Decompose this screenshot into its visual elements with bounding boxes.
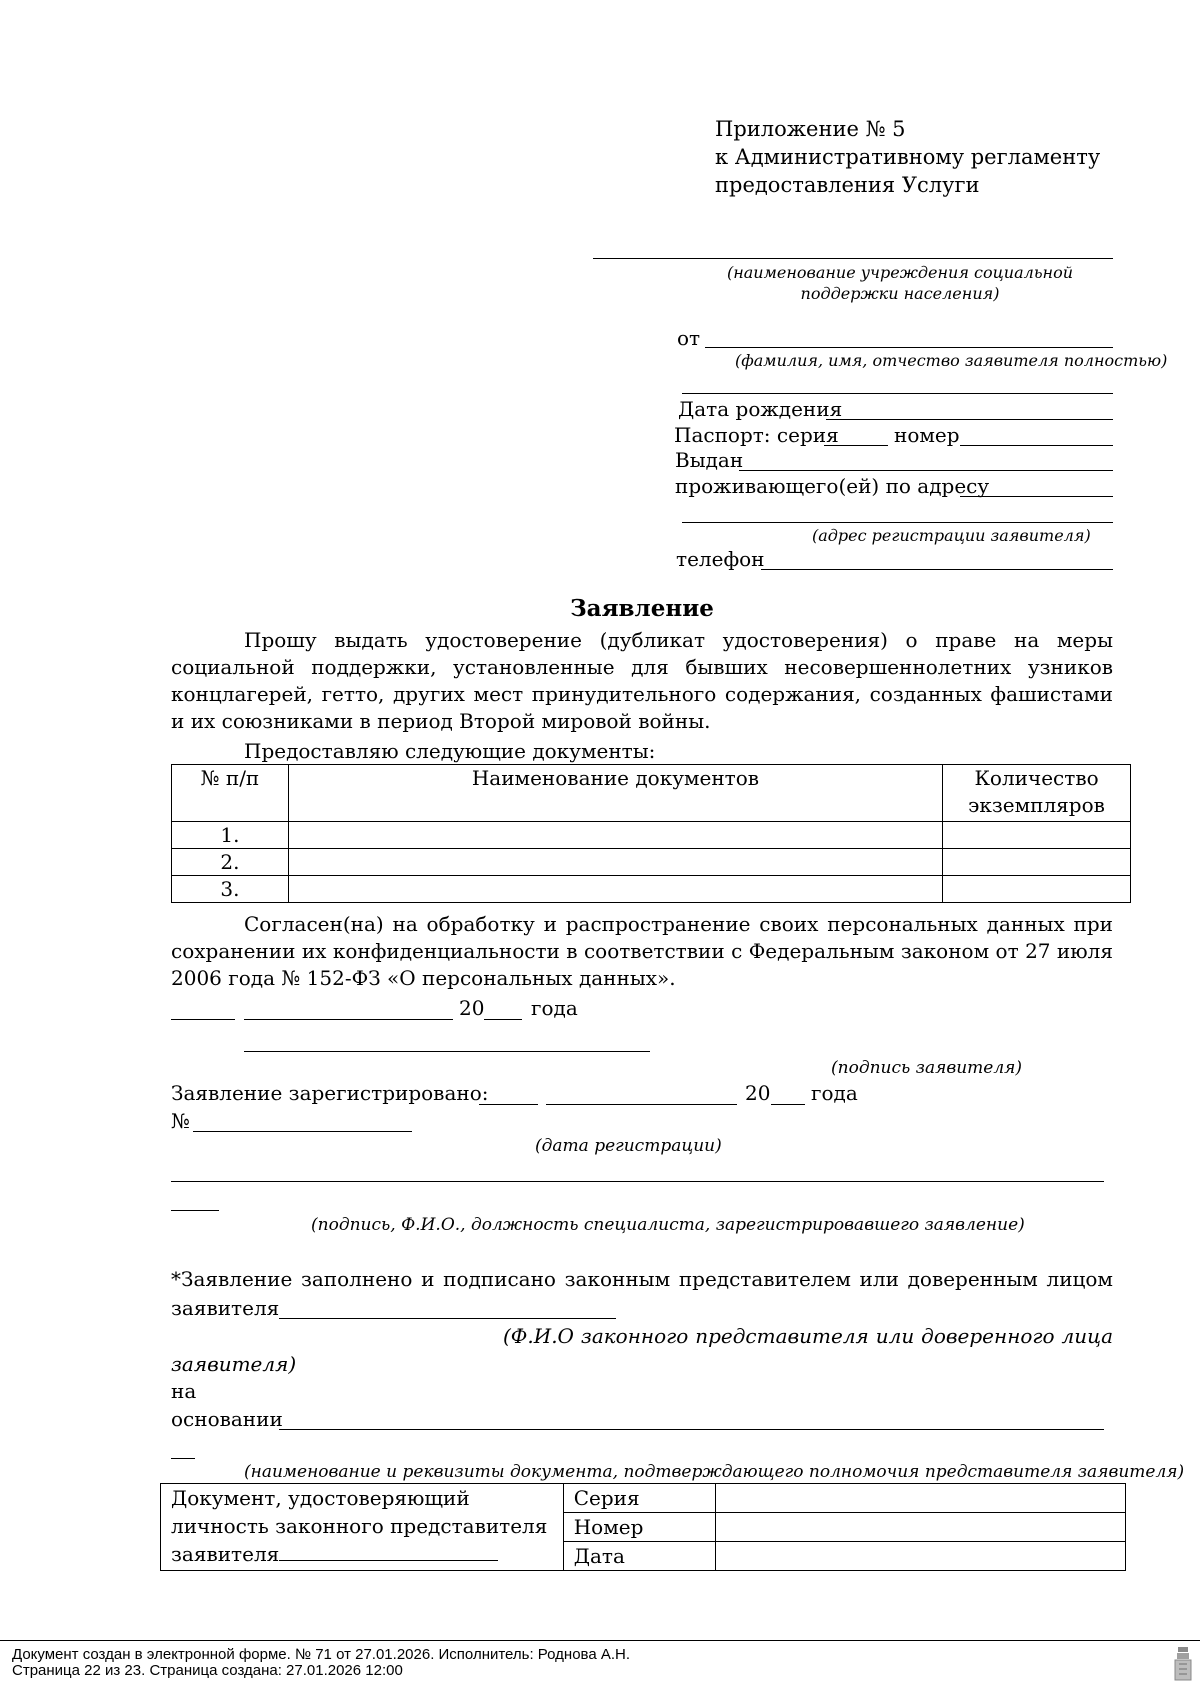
footer bbox=[12, 1647, 630, 1679]
row-document-count[interactable] bbox=[943, 849, 1131, 876]
residing-label: проживающего(ей) по адресу bbox=[675, 474, 990, 498]
registration-label: Заявление зарегистрировано: bbox=[171, 1081, 489, 1105]
applicant-name-line-2[interactable] bbox=[682, 393, 1113, 394]
annex-line-2: к Административному регламенту bbox=[715, 145, 1101, 169]
table-row bbox=[172, 876, 1131, 903]
registration-year-prefix: 20 bbox=[745, 1081, 771, 1105]
documents-table bbox=[171, 764, 1131, 903]
consent-day-line[interactable] bbox=[171, 1019, 235, 1020]
emblem-icon bbox=[1174, 1646, 1192, 1682]
issued-by-line[interactable] bbox=[739, 470, 1113, 471]
institution-line[interactable] bbox=[593, 258, 1113, 259]
passport-number-label: номер bbox=[894, 423, 960, 447]
representative-document-table bbox=[160, 1483, 1126, 1571]
number-value[interactable] bbox=[715, 1513, 1125, 1542]
row-document-count[interactable] bbox=[943, 822, 1131, 849]
table-row bbox=[172, 822, 1131, 849]
row-document-name[interactable] bbox=[288, 876, 942, 903]
passport-number-line[interactable] bbox=[960, 445, 1113, 446]
date-value[interactable] bbox=[715, 1542, 1125, 1571]
birth-date-line[interactable] bbox=[826, 419, 1113, 420]
specialist-caption: (подпись, Ф.И.О., должность специалиста, зарегистрировавшего заявление) bbox=[311, 1215, 1025, 1235]
row-document-name[interactable] bbox=[288, 849, 942, 876]
consent-paragraph: Согласен(на) на обработку и распространение своих персональных данных при сохранении их конфиденциальности в соответствии с Федеральным законом от 27 июля 2006 года № 152-ФЗ «О персональных данных». bbox=[171, 912, 1113, 990]
registration-number-line[interactable] bbox=[193, 1131, 412, 1132]
representative-caption: (Ф.И.О законного представителя или доверенного лица bbox=[503, 1324, 1113, 1348]
footer-divider bbox=[0, 1640, 1200, 1641]
rep-doc-label-line-1: Документ, удостоверяющий bbox=[171, 1486, 470, 1510]
rep-doc-label-cell bbox=[161, 1484, 564, 1571]
basis-line[interactable] bbox=[279, 1429, 1104, 1430]
rep-doc-label-line-2: личность законного представителя bbox=[171, 1514, 548, 1538]
row-number: 3. bbox=[172, 876, 289, 903]
address-line-2[interactable] bbox=[682, 522, 1113, 523]
specialist-signature-line[interactable] bbox=[171, 1181, 1104, 1182]
address-line[interactable] bbox=[960, 496, 1113, 497]
representative-caption-2: заявителя) bbox=[171, 1352, 297, 1376]
from-label: от bbox=[677, 326, 701, 350]
institution-caption: (наименование учреждения социальной поддержки населения) bbox=[726, 263, 1074, 303]
row-number: 2. bbox=[172, 849, 289, 876]
on-label: на bbox=[171, 1379, 197, 1403]
phone-label: телефон bbox=[676, 547, 765, 571]
number-label: Номер bbox=[563, 1513, 715, 1542]
provide-documents-text: Предоставляю следующие документы: bbox=[244, 739, 656, 763]
documents-table-header bbox=[172, 765, 1131, 822]
representative-name-line[interactable] bbox=[279, 1318, 616, 1319]
col-header-count: Количество экземпляров bbox=[943, 765, 1131, 822]
col-header-name: Наименование документов bbox=[288, 765, 942, 822]
passport-label: Паспорт: серия bbox=[674, 423, 839, 447]
basis-caption: (наименование и реквизиты документа, подтверждающего полномочия представителя заявителя) bbox=[244, 1462, 1185, 1482]
applicant-caption: (фамилия, имя, отчество заявителя полностью) bbox=[735, 351, 1168, 370]
rep-doc-line[interactable] bbox=[279, 1542, 498, 1561]
rep-doc-label-word: заявителя bbox=[171, 1542, 280, 1566]
passport-series-line[interactable] bbox=[824, 445, 888, 446]
registration-month-line[interactable] bbox=[546, 1104, 737, 1105]
consent-year-suffix: года bbox=[531, 996, 578, 1020]
row-number: 1. bbox=[172, 822, 289, 849]
row-document-count[interactable] bbox=[943, 876, 1131, 903]
date-label: Дата bbox=[563, 1542, 715, 1571]
annex-line-3: предоставления Услуги bbox=[715, 173, 980, 197]
rep-doc-label-line-3 bbox=[171, 1540, 563, 1568]
applicant-name-line[interactable] bbox=[705, 347, 1113, 348]
consent-year-line[interactable] bbox=[484, 1019, 522, 1020]
representative-text-2: заявителя bbox=[171, 1296, 280, 1320]
row-document-name[interactable] bbox=[288, 822, 942, 849]
series-value[interactable] bbox=[715, 1484, 1125, 1513]
representative-text: *Заявление заполнено и подписано законным представителем или доверенным лицом bbox=[171, 1267, 1113, 1291]
registration-number-sign: № bbox=[171, 1109, 190, 1133]
col-header-number: № п/п bbox=[172, 765, 289, 822]
consent-year-prefix: 20 bbox=[459, 996, 485, 1020]
footer-line-2: Страница 22 из 23. Страница создана: 27.01.2026 12:00 bbox=[12, 1662, 403, 1679]
registration-year-line[interactable] bbox=[771, 1104, 805, 1105]
phone-line[interactable] bbox=[761, 569, 1113, 570]
registration-date-caption: (дата регистрации) bbox=[535, 1136, 722, 1156]
issued-label: Выдан bbox=[675, 448, 744, 472]
signature-caption: (подпись заявителя) bbox=[831, 1058, 1023, 1078]
footer-line-1: Документ создан в электронной форме. № 71 от 27.01.2026. Исполнитель: Роднова А.Н. bbox=[12, 1646, 631, 1663]
birth-label: Дата рождения bbox=[678, 397, 843, 421]
basis-label: основании bbox=[171, 1407, 283, 1431]
statement-title: Заявление bbox=[570, 595, 714, 622]
registration-day-line[interactable] bbox=[479, 1104, 538, 1105]
annex-header bbox=[715, 115, 1100, 199]
consent-month-line[interactable] bbox=[244, 1019, 453, 1020]
basis-line-tail bbox=[171, 1458, 195, 1459]
annex-line-1: Приложение № 5 bbox=[715, 117, 906, 141]
address-caption: (адрес регистрации заявителя) bbox=[812, 526, 1091, 545]
table-row bbox=[172, 849, 1131, 876]
registration-year-suffix: года bbox=[811, 1081, 858, 1105]
specialist-signature-line-tail bbox=[171, 1210, 219, 1211]
request-paragraph: Прошу выдать удостоверение (дубликат удостоверения) о праве на меры социальной поддержки, установленные для бывших несовершеннолетних узников концлагерей, гетто, других мест принудительного содержания, созданных фашистами и их союзниками в период Второй мировой войны. bbox=[171, 628, 1113, 733]
applicant-signature-line[interactable] bbox=[244, 1051, 650, 1052]
series-label: Серия bbox=[563, 1484, 715, 1513]
